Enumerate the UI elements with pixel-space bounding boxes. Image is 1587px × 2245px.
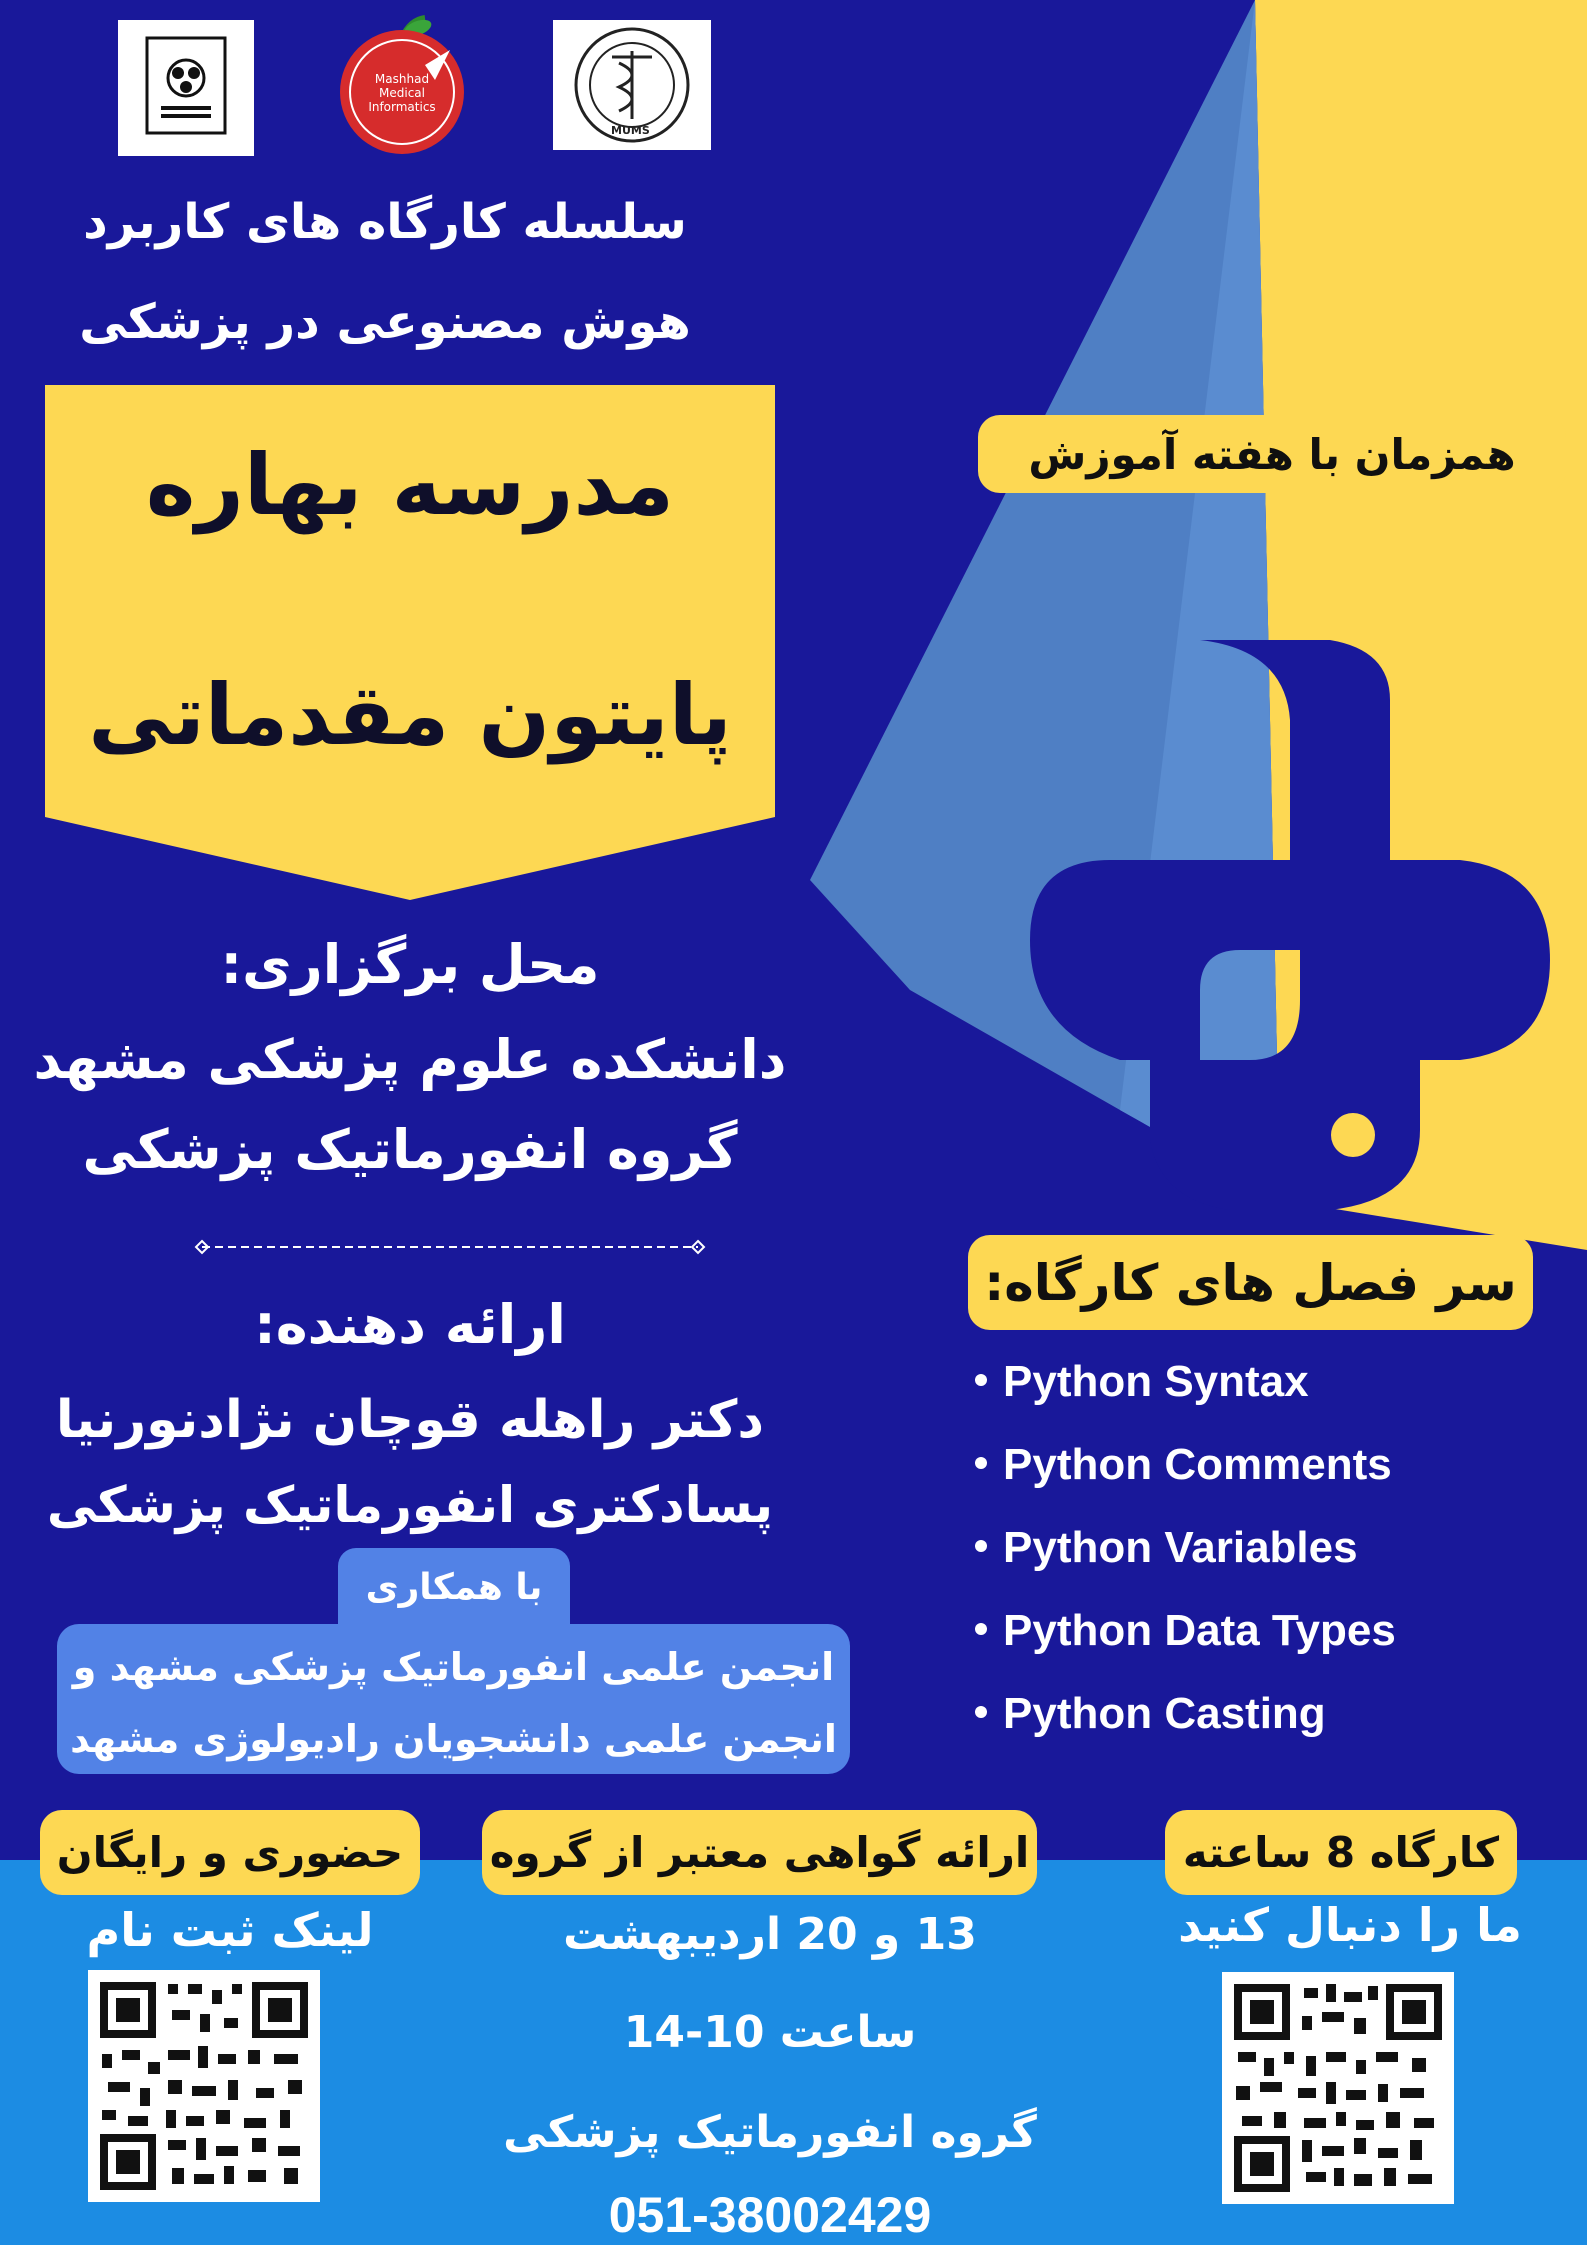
topic-label: Python Variables (1003, 1523, 1358, 1572)
bullet-icon (975, 1623, 987, 1635)
time-text: ساعت 10-14 (623, 2007, 917, 2058)
follow-us-label[interactable]: ما را دنبال کنید (1178, 1898, 1522, 1952)
venue-heading: محل برگزاری: (220, 933, 600, 996)
topic-item (975, 1440, 1392, 1490)
concurrent-week-pill: همزمان با هفته آموزش (978, 415, 1566, 493)
venue-line2: گروه انفورماتیک پزشکی (82, 1118, 738, 1181)
university-seal-logo (553, 20, 711, 150)
presenter-heading: ارائه دهنده: (254, 1293, 566, 1356)
topic-item (975, 1689, 1326, 1739)
collaboration-line2: انجمن علمی دانشجویان رادیولوژی مشهد (70, 1717, 837, 1761)
series-title-line1: سلسله کارگاه های کاربرد (83, 194, 687, 250)
apple-pen-logo (330, 10, 475, 155)
bullet-icon (975, 1706, 987, 1718)
presenter-name: دکتر راهله قوچان نژادنورنیا (55, 1390, 765, 1450)
divider (190, 1235, 710, 1259)
register-link-label[interactable]: لینک ثبت نام (86, 1903, 374, 1957)
topics-heading-pill: سر فصل های کارگاه: (968, 1235, 1533, 1330)
topic-item (975, 1523, 1358, 1573)
dates-text: 13 و 20 اردیبهشت (563, 1909, 977, 1960)
bullet-icon (975, 1374, 987, 1386)
banner-title-line2: پایتون مقدماتی (88, 666, 732, 764)
register-qr-code[interactable] (88, 1970, 320, 2202)
topic-label: Python Comments (1003, 1440, 1392, 1489)
certificate-pill: ارائه گواهی معتبر از گروه (482, 1810, 1037, 1895)
venue-line1: دانشکده علوم پزشکی مشهد (33, 1028, 787, 1091)
phone-number: 051-38002429 (608, 2187, 932, 2243)
apple-logo-text: Mashhad Medical Informatics (368, 72, 436, 114)
organizer-text: گروه انفورماتیک پزشکی (503, 2107, 1037, 2158)
banner-title-line1: مدرسه بهاره (145, 436, 675, 534)
bullet-icon (975, 1457, 987, 1469)
university-seal-caption: MUMS (611, 124, 650, 137)
collaboration-label: با همکاری (338, 1548, 570, 1628)
radiology-association-logo (118, 20, 254, 156)
presenter-title: پسادکتری انفورماتیک پزشکی (46, 1476, 774, 1534)
hours-pill: کارگاه 8 ساعته (1165, 1810, 1517, 1895)
follow-qr-code[interactable] (1222, 1972, 1454, 2204)
bullet-icon (975, 1540, 987, 1552)
topic-label: Python Data Types (1003, 1606, 1396, 1655)
topic-item (975, 1357, 1309, 1407)
topic-label: Python Syntax (1003, 1357, 1309, 1406)
topic-label: Python Casting (1003, 1689, 1326, 1738)
in-person-free-pill: حضوری و رایگان (40, 1810, 420, 1895)
topic-item (975, 1606, 1396, 1656)
series-title-line2: هوش مصنوعی در پزشکی (79, 294, 691, 350)
collaboration-line1: انجمن علمی انفورماتیک پزشکی مشهد و (72, 1645, 835, 1689)
